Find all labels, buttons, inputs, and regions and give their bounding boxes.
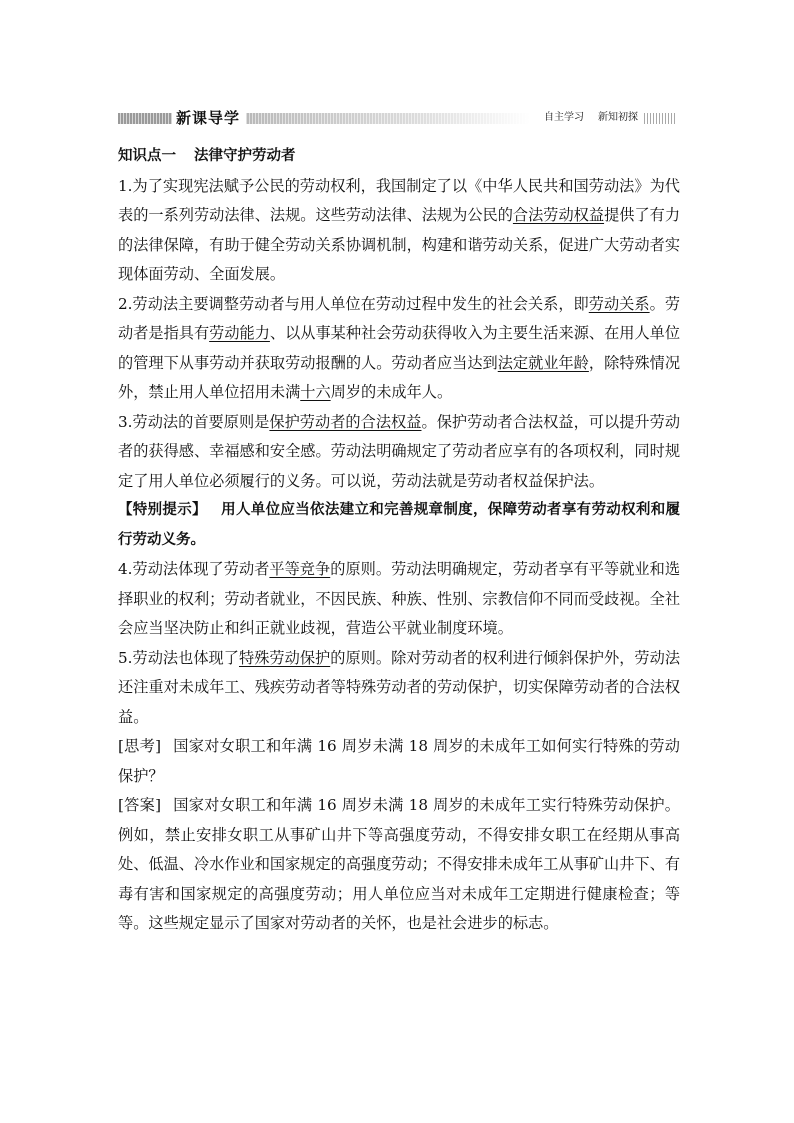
knowledge-point-title: 法律守护劳动者 — [194, 148, 296, 164]
paragraph-text: ，除特殊情况外，禁止用人单位招用未满 — [118, 353, 681, 401]
section-title: 新课导学 — [176, 109, 241, 127]
paragraph-text: 1.为了实现宪法赋予公民的劳动权利，我国制定了以《中华人民共和国劳动法》为代表的一系列劳动法律、法规。这些劳动法律、法规为公民的 — [118, 176, 680, 224]
header-left-stripe — [118, 113, 172, 124]
special-tip-label: 【特别提示】 — [118, 502, 207, 518]
paragraph-text: 的原则。劳动法明确规定，劳动者享有平等就业和选择职业的权利；劳动者就业，不因民族、种族、性别、宗教信仰不同而受歧视。全社会应当坚决防止和纠正就业歧视，营造公平就业制度环境。 — [118, 560, 681, 637]
paragraph-text: 。保护劳动者合法权益，可以提升劳动者的获得感、幸福感和安全感。劳动法明确规定了劳动者应享有的各项权利，同时规定了用人单位必须履行的义务。可以说，劳动法就是劳动者权益保护法。 — [118, 412, 681, 490]
underlined-term: 特殊劳动保护 — [238, 648, 331, 667]
paragraph-2 — [118, 290, 680, 408]
header-label-self-study: 自主学习 — [544, 112, 584, 123]
underlined-term: 保护劳动者的合法权益 — [269, 412, 422, 431]
think-text: 国家对女职工和年满 16 周岁未满 18 周岁的未成年工如何实行特殊的劳动保护？ — [118, 737, 680, 785]
paragraph-text: 。劳动者是指具有 — [118, 294, 681, 342]
paragraph-3 — [118, 408, 680, 497]
underlined-term: 劳动关系 — [588, 294, 650, 313]
paragraph-text: 3.劳动法的首要原则是 — [118, 412, 270, 431]
special-tip-text: 用人单位应当依法建立和完善规章制度，保障劳动者享有劳动权利和履行劳动义务。 — [118, 502, 681, 548]
answer-label: [答案] — [118, 796, 162, 814]
paragraph-text: 4.劳动法体现了劳动者 — [118, 560, 270, 578]
section-header-bar — [118, 108, 676, 128]
paragraph-1 — [118, 172, 680, 290]
header-label-new-knowledge: 新知初探 — [598, 112, 638, 123]
underlined-term: 合法劳动权益 — [512, 206, 605, 224]
paragraph-text: 2.劳动法主要调整劳动者与用人单位在劳动过程中发生的社会关系，即 — [118, 294, 589, 313]
paragraph-5 — [118, 644, 680, 733]
answer-block — [118, 791, 680, 939]
paragraph-text: 5.劳动法也体现了 — [118, 648, 239, 667]
underlined-term: 法定就业年龄 — [497, 353, 589, 372]
underlined-term: 劳动能力 — [209, 324, 270, 342]
header-right-stripe — [644, 113, 676, 124]
knowledge-point-number: 知识点一 — [118, 148, 176, 164]
answer-text: 国家对女职工和年满 16 周岁未满 18 周岁的未成年工实行特殊劳动保护。例如，禁止安排女职工从事矿山井下等高强度劳动，不得安排女职工在经期从事高处、低温、冷水作业和国家规定的高强度劳动；不得安排未成年工从事矿山井下、有毒有害和国家规定的高强度劳动；用人单位应当对未成年工定期进行健康检查；等等。这些规定显示了国家对劳动者的关怀，也是社会进步的标志。 — [118, 796, 680, 932]
paragraph-4 — [118, 555, 680, 644]
underlined-term: 平等竞争 — [269, 560, 331, 578]
paragraph-text: 提供了有力的法律保障，有助于健全劳动关系协调机制，构建和谐劳动关系，促进广大劳动者实现体面劳动、全面发展。 — [118, 206, 681, 283]
paragraph-text: 的原则。除对劳动者的权利进行倾斜保护外，劳动法还注重对未成年工、残疾劳动者等特殊劳动者的劳动保护，切实保障劳动者的合法权益。 — [118, 648, 681, 726]
knowledge-point-heading — [118, 142, 680, 172]
think-label: [思考] — [118, 737, 162, 755]
header-middle-stripe — [246, 113, 530, 124]
think-question — [118, 732, 680, 791]
special-tip — [118, 496, 680, 555]
paragraph-text: 周岁的未成年人。 — [330, 383, 453, 401]
paragraph-text: 、以从事某种社会劳动获得收入为主要生活来源、在用人单位的管理下从事劳动并获取劳动报酬的人。劳动者应当达到 — [118, 324, 681, 372]
underlined-term: 十六 — [300, 383, 331, 401]
document-body — [118, 142, 680, 939]
